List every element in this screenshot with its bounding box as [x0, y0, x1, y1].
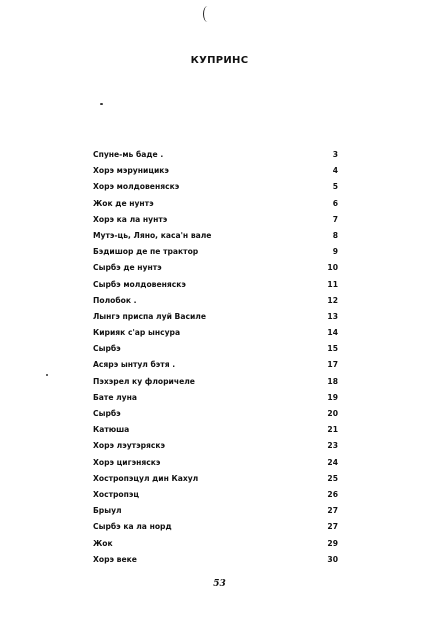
toc-entry-page: 29 — [327, 538, 338, 548]
toc-entry-title: Сырбэ — [93, 344, 121, 354]
toc-entry-page: 20 — [327, 409, 338, 418]
toc-entry — [93, 309, 338, 325]
toc-entry — [93, 422, 338, 438]
print-speck — [100, 103, 103, 105]
toc-entry-title: Катюша — [93, 425, 130, 435]
toc-entry-title: Хорэ молдовеняскэ — [93, 182, 180, 192]
table-of-contents — [93, 147, 338, 568]
toc-entry — [93, 438, 338, 454]
toc-entry — [93, 277, 338, 293]
toc-entry-title: Жок — [93, 538, 113, 548]
toc-entry-title: Хорэ ка ла нунтэ — [93, 214, 168, 224]
toc-entry-page: 15 — [327, 344, 338, 354]
toc-entry-title: Сырбэ — [93, 409, 121, 418]
toc-entry — [93, 357, 338, 373]
toc-entry-title: Полобок . — [93, 295, 137, 305]
toc-entry — [93, 536, 338, 552]
toc-entry-page: 5 — [332, 182, 338, 192]
page-title: КУПРИНС — [190, 55, 249, 66]
toc-entry-page: 8 — [332, 230, 338, 240]
toc-entry-page: 21 — [327, 425, 338, 435]
toc-entry-title: Сырбэ де нунтэ — [93, 263, 162, 273]
toc-entry-page: 23 — [327, 441, 338, 451]
toc-entry-title: Хорэ мэруницикэ — [93, 166, 169, 176]
toc-entry — [93, 147, 338, 163]
toc-entry — [93, 390, 338, 406]
toc-entry-page: 13 — [327, 311, 338, 321]
toc-entry-page: 24 — [327, 457, 338, 467]
toc-entry-title: Кирияк с'ар ынсура — [93, 328, 181, 338]
toc-entry-page: 27 — [327, 522, 338, 532]
page-number: 53 — [213, 579, 226, 589]
toc-entry-title: Пэхэрел ку флоричеле — [93, 376, 195, 386]
toc-entry — [93, 471, 338, 487]
toc-entry-page: 10 — [327, 263, 338, 273]
toc-entry — [93, 374, 338, 390]
toc-entry — [93, 244, 338, 260]
toc-entry-title: Хостропэц — [93, 489, 140, 499]
toc-entry-title: Бэдишор де пе трактор — [93, 247, 199, 257]
toc-entry — [93, 163, 338, 179]
toc-entry-title: Спуне-мь баде . — [93, 150, 164, 159]
toc-entry-page: 4 — [332, 166, 338, 176]
toc-entry — [93, 325, 338, 341]
toc-entry — [93, 341, 338, 357]
bracket-mark — [203, 6, 212, 22]
toc-entry-page: 26 — [327, 489, 338, 499]
toc-entry-title: Сырбэ ка ла норд — [93, 522, 172, 532]
toc-entry — [93, 406, 338, 422]
toc-entry-page: 3 — [332, 150, 338, 159]
toc-entry-page: 14 — [327, 328, 338, 338]
toc-entry-title: Хорэ веке — [93, 554, 137, 564]
toc-entry-title: Лынгэ приспа луй Василе — [93, 311, 206, 321]
toc-entry-page: 27 — [327, 506, 338, 516]
toc-entry — [93, 179, 338, 195]
toc-entry-page: 7 — [332, 214, 338, 224]
toc-entry-title: Сырбэ молдовеняскэ — [93, 279, 186, 289]
toc-entry — [93, 196, 338, 212]
toc-entry-title: Хорэ цигэняскэ — [93, 457, 161, 467]
toc-entry-page: 19 — [327, 392, 338, 402]
toc-entry — [93, 519, 338, 535]
toc-entry-page: 12 — [327, 295, 338, 305]
toc-entry-title: Бате луна — [93, 392, 137, 402]
toc-entry — [93, 487, 338, 503]
toc-entry-title: Асярэ ынтул бэтя . — [93, 360, 176, 370]
toc-entry-page: 6 — [332, 198, 338, 208]
toc-entry — [93, 260, 338, 276]
toc-entry-page: 25 — [327, 473, 338, 483]
toc-entry-title: Брыул — [93, 506, 122, 516]
toc-entry-page: 17 — [327, 360, 338, 370]
toc-entry-title: Хорэ лэутэряскэ — [93, 441, 166, 451]
toc-entry — [93, 212, 338, 228]
toc-entry — [93, 293, 338, 309]
toc-entry-title: Мутэ-ць, Ляно, каса'н вале — [93, 230, 212, 240]
toc-entry-title: Жок де нунтэ — [93, 198, 154, 208]
toc-entry-page: 11 — [327, 279, 338, 289]
toc-entry — [93, 503, 338, 519]
toc-entry — [93, 455, 338, 471]
toc-entry — [93, 552, 338, 568]
toc-entry-page: 18 — [327, 376, 338, 386]
toc-entry-page: 9 — [332, 247, 338, 257]
toc-entry — [93, 228, 338, 244]
toc-entry-title: Хостропэцул дин Кахул — [93, 473, 199, 483]
toc-entry-page: 30 — [327, 554, 338, 564]
print-speck — [46, 374, 48, 376]
